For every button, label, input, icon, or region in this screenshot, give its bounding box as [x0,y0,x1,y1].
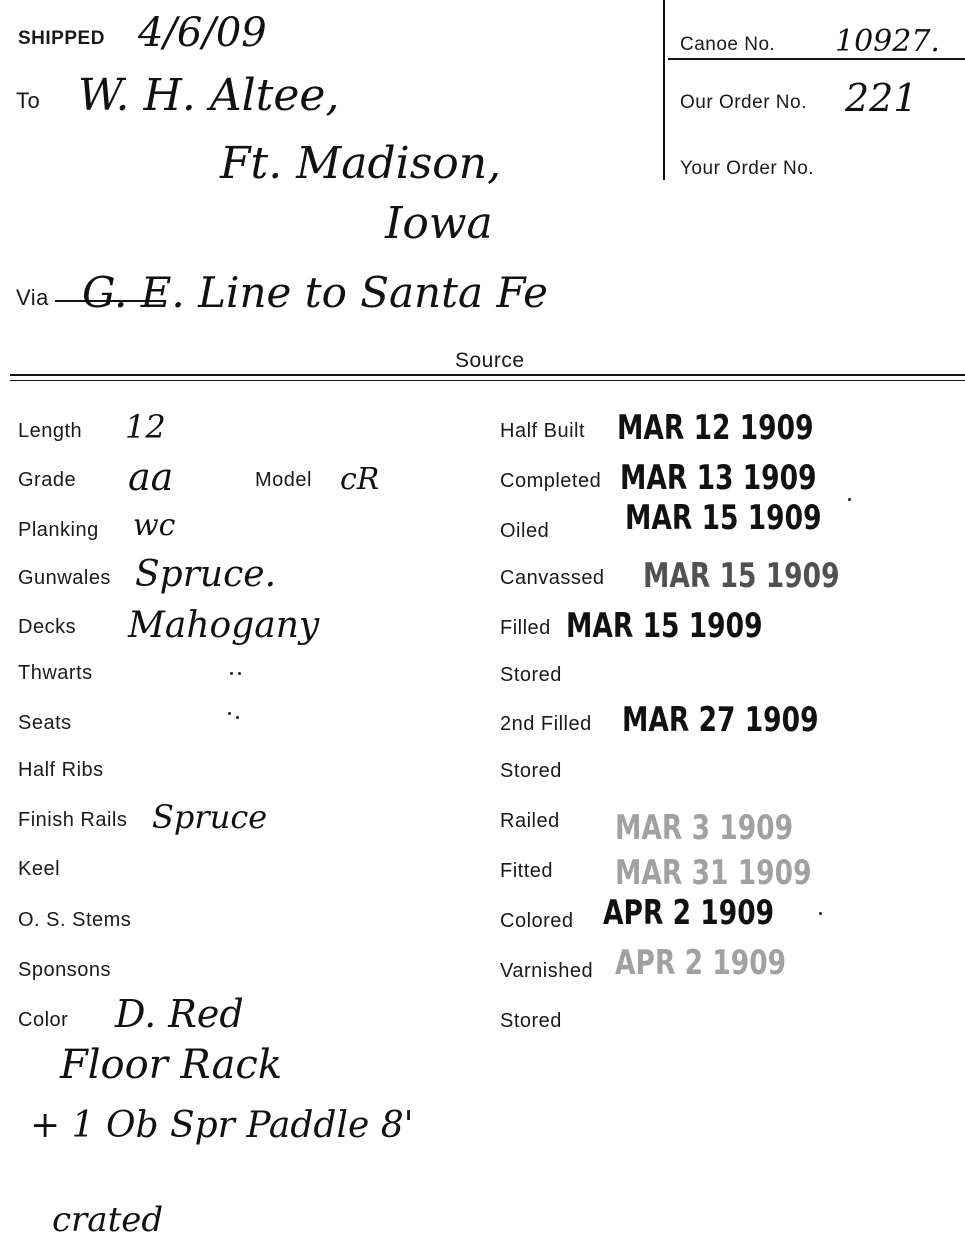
stamp-filled: MAR 15 1909 [566,606,763,646]
header-divider-vertical [663,0,665,180]
spec-label-sponsons: Sponsons [18,959,111,981]
progress-label-stored-3: Stored [500,1010,562,1032]
stamp-railed: MAR 3 1909 [615,808,794,848]
section-divider-top [10,374,965,376]
spec-label-half-ribs: Half Ribs [18,759,104,781]
progress-label-filled: Filled [500,617,551,639]
to-name: W. H. Altee, [78,70,340,121]
scan-speck [228,712,231,715]
note-floor-rack: Floor Rack [60,1042,283,1088]
spec-value-planking: wc [133,508,176,543]
spec-label-thwarts: Thwarts [18,662,93,684]
note-crated: crated [52,1200,164,1240]
stamp-fitted: MAR 31 1909 [615,853,812,893]
progress-label-2nd-filled: 2nd Filled [500,713,592,735]
stamp-completed: MAR 13 1909 [620,458,817,498]
stamp-2nd-filled: MAR 27 1909 [622,700,819,740]
section-divider-bottom [10,380,965,381]
spec-value-gunwales: Spruce. [135,554,277,595]
progress-label-oiled: Oiled [500,520,550,542]
our-order-label: Our Order No. [680,92,807,113]
scan-speck [238,672,241,675]
canoe-no-value: 10927. [835,24,940,59]
spec-label-length: Length [18,420,83,442]
progress-label-half-built: Half Built [500,420,586,442]
stamp-oiled: MAR 15 1909 [625,498,822,538]
spec-label-color: Color [18,1009,69,1031]
source-label: Source [455,349,525,372]
stamp-colored: APR 2 1909 [603,893,775,933]
spec-label-grade: Grade [18,469,77,491]
progress-label-completed: Completed [500,470,602,492]
model-value: cR [340,462,380,497]
spec-label-seats: Seats [18,712,72,734]
progress-label-stored-1: Stored [500,664,562,686]
scan-speck [848,498,851,501]
spec-label-finish-rails: Finish Rails [18,809,128,831]
to-city: Ft. Madison, [220,138,502,189]
our-order-value: 221 [845,76,918,120]
progress-label-railed: Railed [500,810,560,832]
scan-speck [230,672,233,675]
shipped-label: SHIPPED [18,28,105,49]
spec-value-length: 12 [125,408,166,446]
to-state: Iowa [385,198,493,249]
spec-label-decks: Decks [18,616,77,638]
via-route: G. E. Line to Santa Fe [82,268,549,317]
spec-value-grade: aa [128,455,174,499]
model-label: Model [255,469,312,491]
spec-value-color: D. Red [115,992,244,1036]
to-label: To [16,88,41,113]
shipped-date: 4/6/09 [138,10,267,56]
via-label: Via [16,285,49,310]
scan-speck [819,912,822,915]
spec-label-keel: Keel [18,858,61,880]
spec-label-os-stems: O. S. Stems [18,909,132,931]
progress-label-canvassed: Canvassed [500,567,605,589]
spec-value-finish-rails: Spruce [152,798,268,836]
spec-label-gunwales: Gunwales [18,567,111,589]
stamp-varnished: APR 2 1909 [615,943,787,983]
scan-speck [236,716,239,719]
your-order-label: Your Order No. [680,158,815,179]
progress-label-varnished: Varnished [500,960,594,982]
stamp-canvassed: MAR 15 1909 [643,556,840,596]
stamp-half-built: MAR 12 1909 [617,408,814,448]
progress-label-stored-2: Stored [500,760,562,782]
progress-label-colored: Colored [500,910,574,932]
spec-label-planking: Planking [18,519,99,541]
progress-label-fitted: Fitted [500,860,554,882]
note-paddle: + 1 Ob Spr Paddle 8' [30,1105,414,1146]
spec-value-decks: Mahogany [128,605,320,646]
canoe-no-label: Canoe No. [680,34,776,55]
